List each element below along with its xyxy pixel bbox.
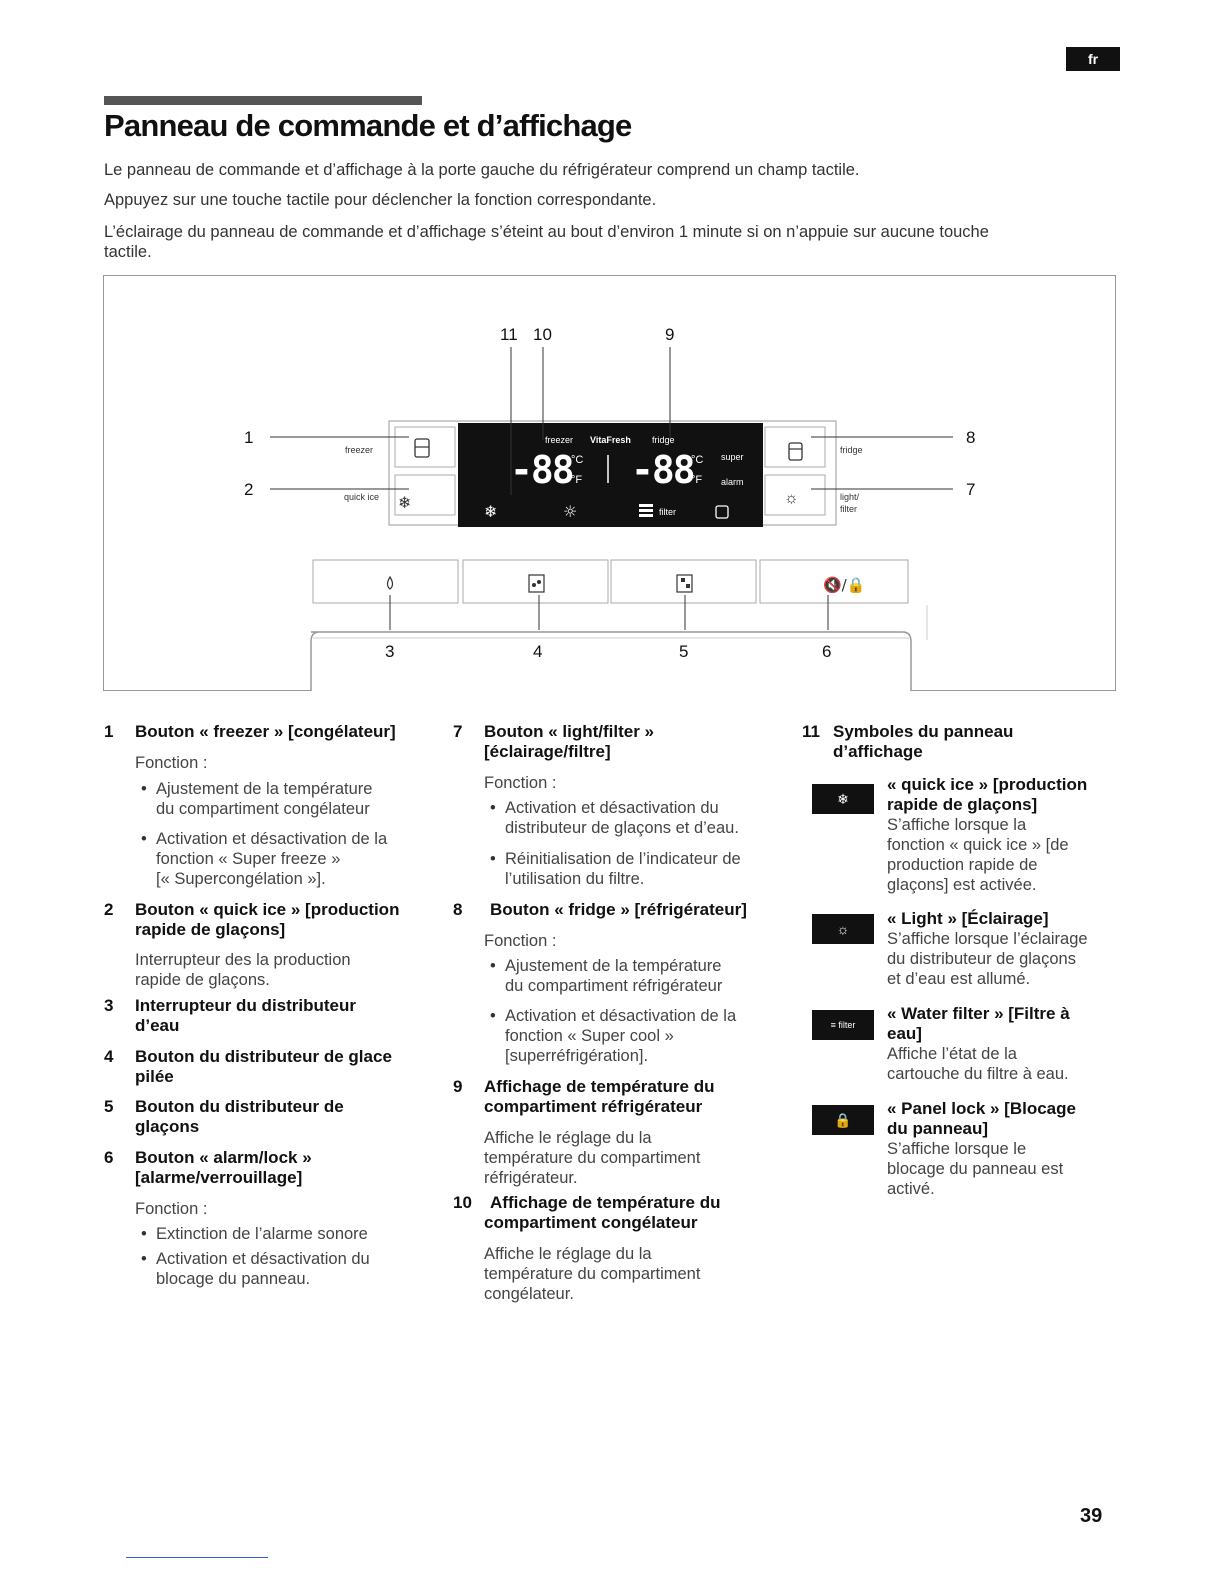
item-6-sub: Fonction : bbox=[135, 1200, 208, 1218]
callout-8: 8 bbox=[966, 428, 976, 447]
lcd-label-vitafresh: VitaFresh bbox=[590, 435, 631, 445]
fridge-button-outline bbox=[765, 427, 825, 467]
item-10-heading: Affichage de température du bbox=[490, 1193, 721, 1212]
item-7-number: 7 bbox=[453, 722, 463, 741]
quick-ice-button-icon: ❄ bbox=[398, 495, 412, 512]
light-button-icon: ☼ bbox=[784, 490, 799, 507]
item-4-heading: Bouton du distributeur de glace bbox=[135, 1047, 392, 1066]
symbol-light-desc-3: et d’eau est allumé. bbox=[887, 970, 1031, 988]
item-3-heading: Interrupteur du distributeur bbox=[135, 996, 356, 1015]
item-8-bullet-2-cont2: [superréfrigération]. bbox=[505, 1047, 649, 1065]
intro-paragraph-3-end: tactile. bbox=[104, 243, 152, 261]
item-5-heading-cont: glaçons bbox=[135, 1117, 200, 1136]
symbol-quickice-desc-2: fonction « quick ice » [de bbox=[887, 836, 1069, 854]
item-7-bullet-2: • Réinitialisation de l’indicateur de bbox=[505, 849, 741, 869]
callout-3: 3 bbox=[385, 642, 395, 661]
symbol-filter-heading-cont: eau] bbox=[887, 1024, 922, 1043]
item-6-bullet-2: • Activation et désactivation du bbox=[156, 1249, 370, 1269]
language-tab: fr bbox=[1066, 47, 1120, 71]
lcd-label-fridge: fridge bbox=[652, 435, 675, 445]
symbol-light-desc-1: S’affiche lorsque l’éclairage bbox=[887, 930, 1088, 948]
item-7-heading: Bouton « light/filter » bbox=[484, 722, 654, 741]
item-9-heading-cont: compartiment réfrigérateur bbox=[484, 1097, 703, 1116]
symbol-quickice-desc-4: glaçons] est activée. bbox=[887, 876, 1037, 894]
symbol-quickice-desc-3: production rapide de bbox=[887, 856, 1038, 874]
label-freezer: freezer bbox=[345, 445, 374, 455]
footer-line bbox=[126, 1557, 268, 1558]
item-2-number: 2 bbox=[104, 900, 114, 919]
lcd-light-icon: ☼ bbox=[563, 502, 578, 521]
panel-outline bbox=[311, 632, 911, 691]
item-8-bullet-1: • Ajustement de la température bbox=[505, 956, 721, 976]
item-3-number: 3 bbox=[104, 996, 114, 1015]
symbol-lock-desc-3: activé. bbox=[887, 1180, 935, 1198]
page-number: 39 bbox=[1080, 1505, 1103, 1527]
callout-11: 11 bbox=[500, 325, 518, 344]
item-2-sub-cont: rapide de glaçons. bbox=[135, 971, 270, 989]
callout-4: 4 bbox=[533, 642, 543, 661]
item-1-heading: Bouton « freezer » [congélateur] bbox=[135, 722, 396, 741]
lcd-alarm: alarm bbox=[721, 477, 744, 487]
item-1-bullet-1: • Ajustement de la température bbox=[156, 779, 372, 799]
symbol-lock-desc-2: blocage du panneau est bbox=[887, 1160, 1064, 1178]
quick-ice-symbol-icon: ❄ bbox=[812, 784, 874, 814]
water-filter-symbol-icon: ≡ filter bbox=[812, 1010, 874, 1040]
item-10-heading-cont: compartiment congélateur bbox=[484, 1213, 698, 1232]
label-light-filter-2: filter bbox=[840, 504, 858, 514]
intro-paragraph-3: L’éclairage du panneau de commande et d’affichage s’éteint au bout d’environ 1 minute si on n’appuie sur aucune touche bbox=[104, 223, 989, 241]
symbol-quickice-desc-1: S’affiche lorsque la bbox=[887, 816, 1027, 834]
callout-10: 10 bbox=[533, 325, 552, 344]
item-6-number: 6 bbox=[104, 1148, 114, 1167]
callout-1: 1 bbox=[244, 428, 254, 447]
alarm-lock-icon: 🔇/🔒 bbox=[823, 576, 866, 594]
item-8-bullet-1-cont: du compartiment réfrigérateur bbox=[505, 977, 723, 995]
lcd-freezer-digits: -88 bbox=[510, 448, 573, 492]
item-8-bullet-2: • Activation et désactivation de la bbox=[505, 1006, 736, 1026]
item-6-heading: Bouton « alarm/lock » bbox=[135, 1148, 312, 1167]
item-1-bullet-2-cont2: [« Supercongélation »]. bbox=[156, 870, 326, 888]
item-7-bullet-2-cont: l’utilisation du filtre. bbox=[505, 870, 645, 888]
symbol-filter-desc-2: cartouche du filtre à eau. bbox=[887, 1065, 1069, 1083]
control-panel-diagram bbox=[103, 275, 1116, 691]
item-2-heading: Bouton « quick ice » [production bbox=[135, 900, 400, 919]
lcd-deg-c-left: °C bbox=[571, 454, 584, 466]
title-bar bbox=[104, 96, 422, 105]
lcd-filter: filter bbox=[659, 507, 677, 517]
symbol-lock-desc-1: S’affiche lorsque le bbox=[887, 1140, 1027, 1158]
intro-paragraph-1: Le panneau de commande et d’affichage à la porte gauche du réfrigérateur comprend un champ tactile. bbox=[104, 161, 860, 179]
item-3-heading-cont: d’eau bbox=[135, 1016, 180, 1035]
item-1-bullet-2-cont: fonction « Super freeze » bbox=[156, 850, 341, 868]
item-7-sub: Fonction : bbox=[484, 774, 557, 792]
item-1-bullet-2: • Activation et désactivation de la bbox=[156, 829, 387, 849]
item-9-sub-2: température du compartiment bbox=[484, 1149, 701, 1167]
item-8-bullet-2-cont: fonction « Super cool » bbox=[505, 1027, 674, 1045]
item-1-sub: Fonction : bbox=[135, 754, 208, 772]
item-2-sub: Interrupteur des la production bbox=[135, 951, 351, 969]
lcd-deg-c-right: °C bbox=[691, 454, 704, 466]
callout-6: 6 bbox=[822, 642, 832, 661]
item-9-heading: Affichage de température du bbox=[484, 1077, 715, 1096]
intro-paragraph-2: Appuyez sur une touche tactile pour déclencher la fonction correspondante. bbox=[104, 191, 657, 209]
symbol-lock-heading: « Panel lock » [Blocage bbox=[887, 1099, 1076, 1118]
item-7-heading-cont: [éclairage/filtre] bbox=[484, 742, 611, 761]
symbol-filter-desc-1: Affiche l’état de la bbox=[887, 1045, 1017, 1063]
lcd-quickice-icon: ❄ bbox=[484, 502, 498, 521]
item-1-number: 1 bbox=[104, 722, 114, 741]
lcd-fridge-digits: -88 bbox=[631, 448, 694, 492]
item-10-sub-2: température du compartiment bbox=[484, 1265, 701, 1283]
item-10-sub-1: Affiche le réglage du la bbox=[484, 1245, 652, 1263]
lcd-label-freezer: freezer bbox=[545, 435, 574, 445]
item-7-bullet-1-cont: distributeur de glaçons et d’eau. bbox=[505, 819, 739, 837]
item-4-number: 4 bbox=[104, 1047, 114, 1066]
symbol-light-heading: « Light » [Éclairage] bbox=[887, 909, 1049, 928]
symbol-quickice-heading-cont: rapide de glaçons] bbox=[887, 795, 1038, 814]
item-9-sub-3: réfrigérateur. bbox=[484, 1169, 578, 1187]
item-6-bullet-1: • Extinction de l’alarme sonore bbox=[156, 1224, 368, 1244]
callout-2: 2 bbox=[244, 480, 254, 499]
page-title: Panneau de commande et d’affichage bbox=[104, 108, 632, 143]
label-light-filter-1: light/ bbox=[840, 492, 860, 502]
item-4-heading-cont: pilée bbox=[135, 1067, 174, 1086]
label-fridge: fridge bbox=[840, 445, 863, 455]
item-11-number: 11 bbox=[802, 722, 820, 741]
symbol-quickice-heading: « quick ice » [production bbox=[887, 775, 1088, 794]
item-9-number: 9 bbox=[453, 1077, 463, 1096]
water-filter-icon-label: filter bbox=[838, 1020, 856, 1030]
lcd-super: super bbox=[721, 452, 744, 462]
item-9-sub-1: Affiche le réglage du la bbox=[484, 1129, 652, 1147]
item-8-heading: Bouton « fridge » [réfrigérateur] bbox=[490, 900, 747, 919]
item-1-bullet-1-cont: du compartiment congélateur bbox=[156, 800, 370, 818]
symbol-filter-heading: « Water filter » [Filtre à bbox=[887, 1004, 1070, 1023]
item-7-bullet-1: • Activation et désactivation du bbox=[505, 798, 719, 818]
item-8-sub: Fonction : bbox=[484, 932, 557, 950]
callout-9: 9 bbox=[665, 325, 675, 344]
item-11-heading: Symboles du panneau bbox=[833, 722, 1014, 741]
symbol-lock-heading-cont: du panneau] bbox=[887, 1119, 989, 1138]
item-5-heading: Bouton du distributeur de bbox=[135, 1097, 344, 1116]
callout-7: 7 bbox=[966, 480, 976, 499]
item-5-number: 5 bbox=[104, 1097, 114, 1116]
lcd-deg-f-left: °F bbox=[571, 474, 583, 486]
symbol-light-desc-2: du distributeur de glaçons bbox=[887, 950, 1076, 968]
item-6-bullet-2-cont: blocage du panneau. bbox=[156, 1270, 311, 1288]
item-10-sub-3: congélateur. bbox=[484, 1285, 574, 1303]
item-11-heading-cont: d’affichage bbox=[833, 742, 923, 761]
item-10-number: 10 bbox=[453, 1193, 472, 1212]
panel-lock-symbol-icon: 🔒 bbox=[812, 1105, 874, 1135]
label-quick-ice: quick ice bbox=[344, 492, 380, 502]
light-symbol-icon: ☼ bbox=[812, 914, 874, 944]
item-8-number: 8 bbox=[453, 900, 463, 919]
item-6-heading-cont: [alarme/verrouillage] bbox=[135, 1168, 303, 1187]
callout-5: 5 bbox=[679, 642, 689, 661]
lcd-deg-f-right: °F bbox=[691, 474, 703, 486]
item-2-heading-cont: rapide de glaçons] bbox=[135, 920, 286, 939]
